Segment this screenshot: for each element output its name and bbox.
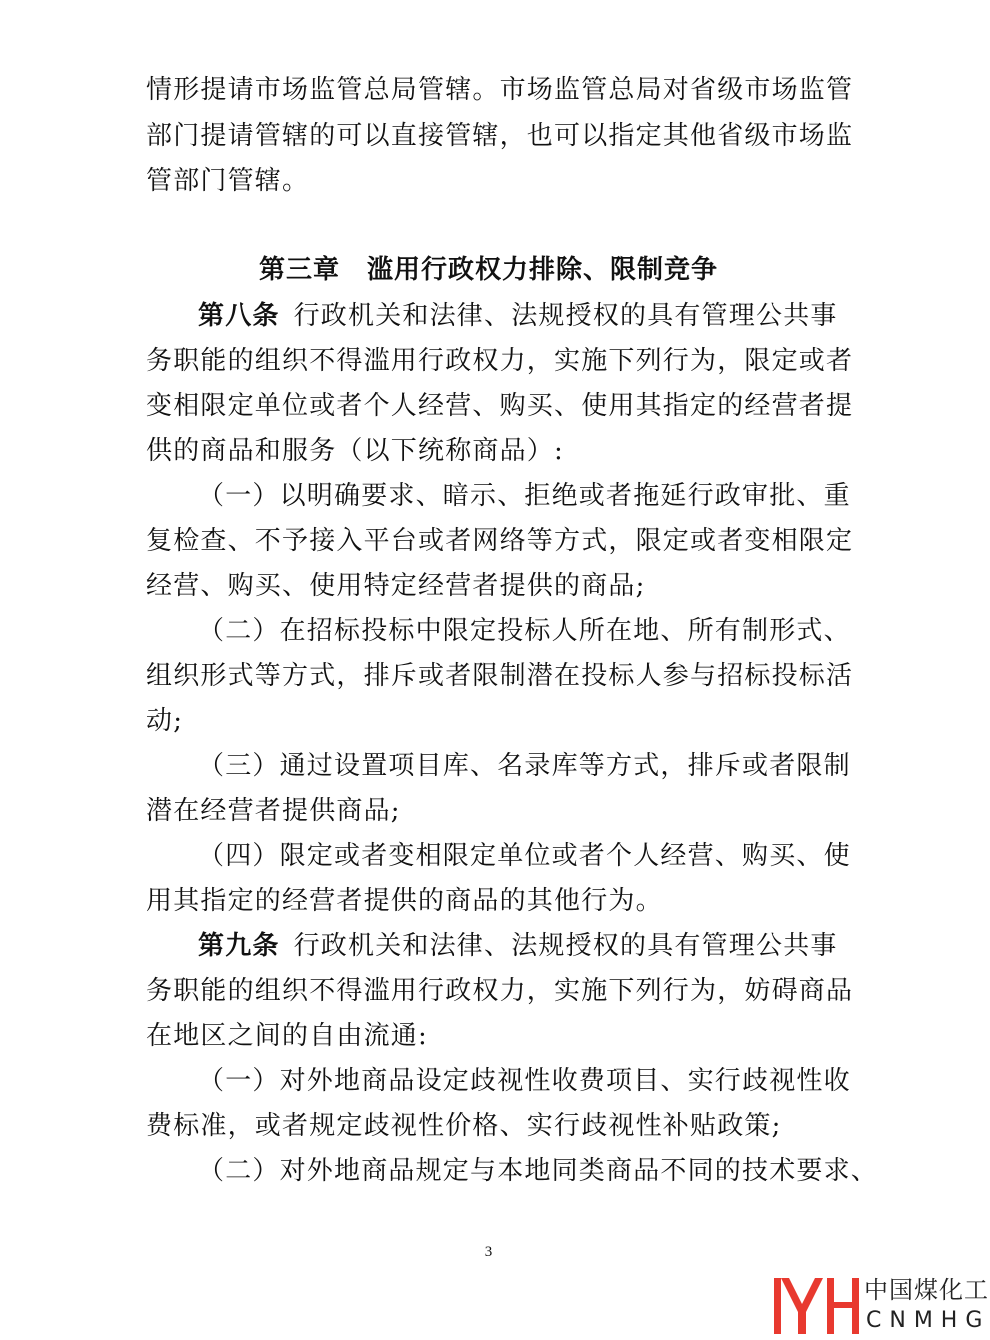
text-line: 行政机关和法律、法规授权的具有管理公共事 — [293, 931, 838, 961]
list-item-line: （一）以明确要求、暗示、拒绝或者拖延行政审批、重 — [198, 481, 851, 511]
text-line: 组织形式等方式，排斥或者限制潜在投标人参与招标投标活 — [146, 661, 854, 691]
watermark-logo — [772, 1272, 990, 1340]
logo-name-cn: 中国煤化工 — [864, 1276, 989, 1304]
list-item-line: （二）对外地商品规定与本地同类商品不同的技术要求、 — [198, 1156, 879, 1186]
article-title: 第九条 — [198, 931, 280, 961]
list-item-line: （一）对外地商品设定歧视性收费项目、实行歧视性收 — [198, 1066, 851, 1096]
text-line: 务职能的组织不得滥用行政权力，实施下列行为，妨碍商品 — [146, 976, 854, 1006]
text-line: 经营、购买、使用特定经营者提供的商品; — [146, 571, 646, 601]
text-line: 情形提请市场监管总局管辖。市场监管总局对省级市场监管 — [146, 75, 854, 105]
list-item-line: （四）限定或者变相限定单位或者个人经营、购买、使 — [198, 841, 851, 871]
text-line: 潜在经营者提供商品; — [146, 796, 401, 826]
logo-name-en: CNMHG — [866, 1308, 990, 1333]
article-first-line — [198, 300, 898, 332]
cnmhg-logo-mark-icon — [772, 1272, 862, 1338]
text-line: 行政机关和法律、法规授权的具有管理公共事 — [293, 301, 838, 331]
text-line: 部门提请管辖的可以直接管辖，也可以指定其他省级市场监 — [146, 121, 854, 151]
chapter-title: 第三章 滥用行政权力排除、限制竞争 — [258, 255, 718, 285]
text-line: 复检查、不予接入平台或者网络等方式，限定或者变相限定 — [146, 526, 854, 556]
page-number: 3 — [484, 1244, 493, 1260]
list-item-line: （三）通过设置项目库、名录库等方式，排斥或者限制 — [198, 751, 851, 781]
text-line: 动; — [146, 706, 184, 736]
text-line: 费标准，或者规定歧视性价格、实行歧视性补贴政策; — [146, 1111, 782, 1141]
list-item-line: （二）在招标投标中限定投标人所在地、所有制形式、 — [198, 616, 851, 646]
text-line: 用其指定的经营者提供的商品的其他行为。 — [146, 886, 663, 916]
article-first-line — [198, 930, 898, 962]
text-line: 在地区之间的自由流通: — [146, 1021, 428, 1051]
text-line: 务职能的组织不得滥用行政权力，实施下列行为，限定或者 — [146, 346, 854, 376]
text-line: 供的商品和服务（以下统称商品）: — [146, 436, 564, 466]
text-line: 管部门管辖。 — [146, 166, 310, 196]
text-line: 变相限定单位或者个人经营、购买、使用其指定的经营者提 — [146, 391, 854, 421]
article-title: 第八条 — [198, 301, 280, 331]
